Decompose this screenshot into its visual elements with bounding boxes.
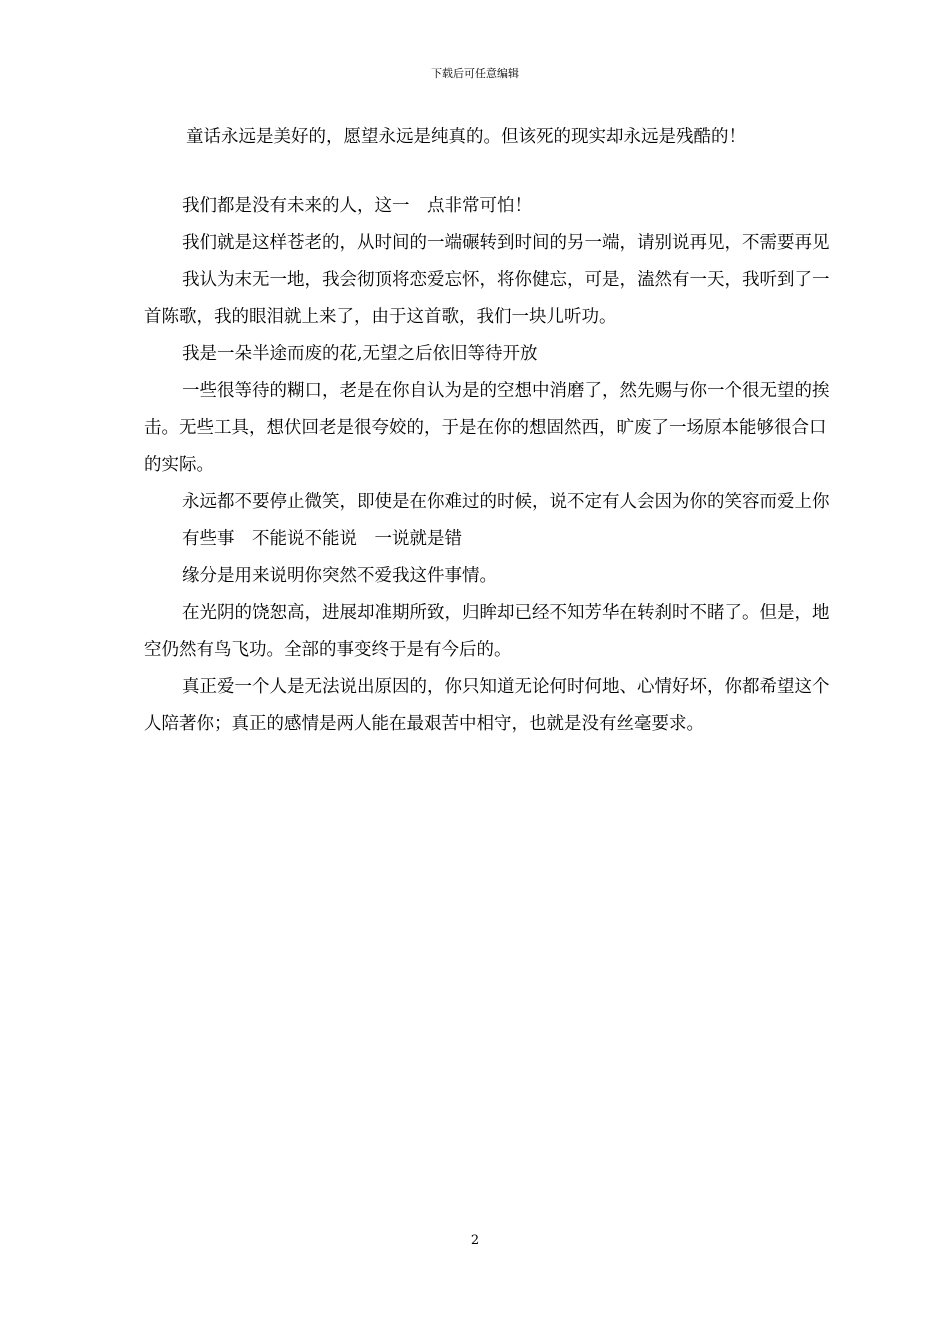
paragraph: 童话永远是美好的，愿望永远是纯真的。但该死的现实却永远是残酷的！ [186,127,746,147]
paragraph: 我们就是这样苍老的，从时间的一端碾转到时间的另一端，请别说再见，不需要再见 [182,233,830,253]
page-number: 2 [470,1233,480,1248]
paragraph: 缘分是用来说明你突然不爱我这件事情。 [182,566,497,586]
paragraph: 在光阴的饶恕高，进展却准期所致，归眸却已经不知芳华在转刹时不睹了。但是，地空仍然有鸟飞功。全部的事变终于是有今后的。 [144,603,830,660]
paragraph: 我们都是没有未来的人，这一 点非常可怕！ [182,196,532,216]
document-body [144,119,834,743]
paragraph: 真正爱一个人是无法说出原因的，你只知道无论何时何地、心情好坏，你都希望这个人陪著你；真正的感情是两人能在最艰苦中相守，也就是没有丝毫要求。 [144,677,830,734]
paragraph: 永远都不要停止微笑，即使是在你难过的时候，说不定有人会因为你的笑容而爱上你 [182,492,830,512]
paragraph: 我认为末无一地，我会彻顶将恋爱忘怀，将你健忘，可是，溘然有一天，我听到了一首陈歌，我的眼泪就上来了，由于这首歌，我们一块儿听功。 [144,270,830,327]
page-header: 下载后可任意编辑 [431,67,519,80]
paragraph: 我是一朵半途而废的花,无望之后依旧等待开放 [182,344,538,364]
paragraph: 有些事 不能说不能说 一说就是错 [182,529,462,549]
paragraph: 一些很等待的糊口，老是在你自认为是的空想中消磨了，然先赐与你一个很无望的挨击。无些工具，想伏回老是很夸姣的，于是在你的想固然西，旷废了一场原本能够很合口的实际。 [144,381,830,475]
